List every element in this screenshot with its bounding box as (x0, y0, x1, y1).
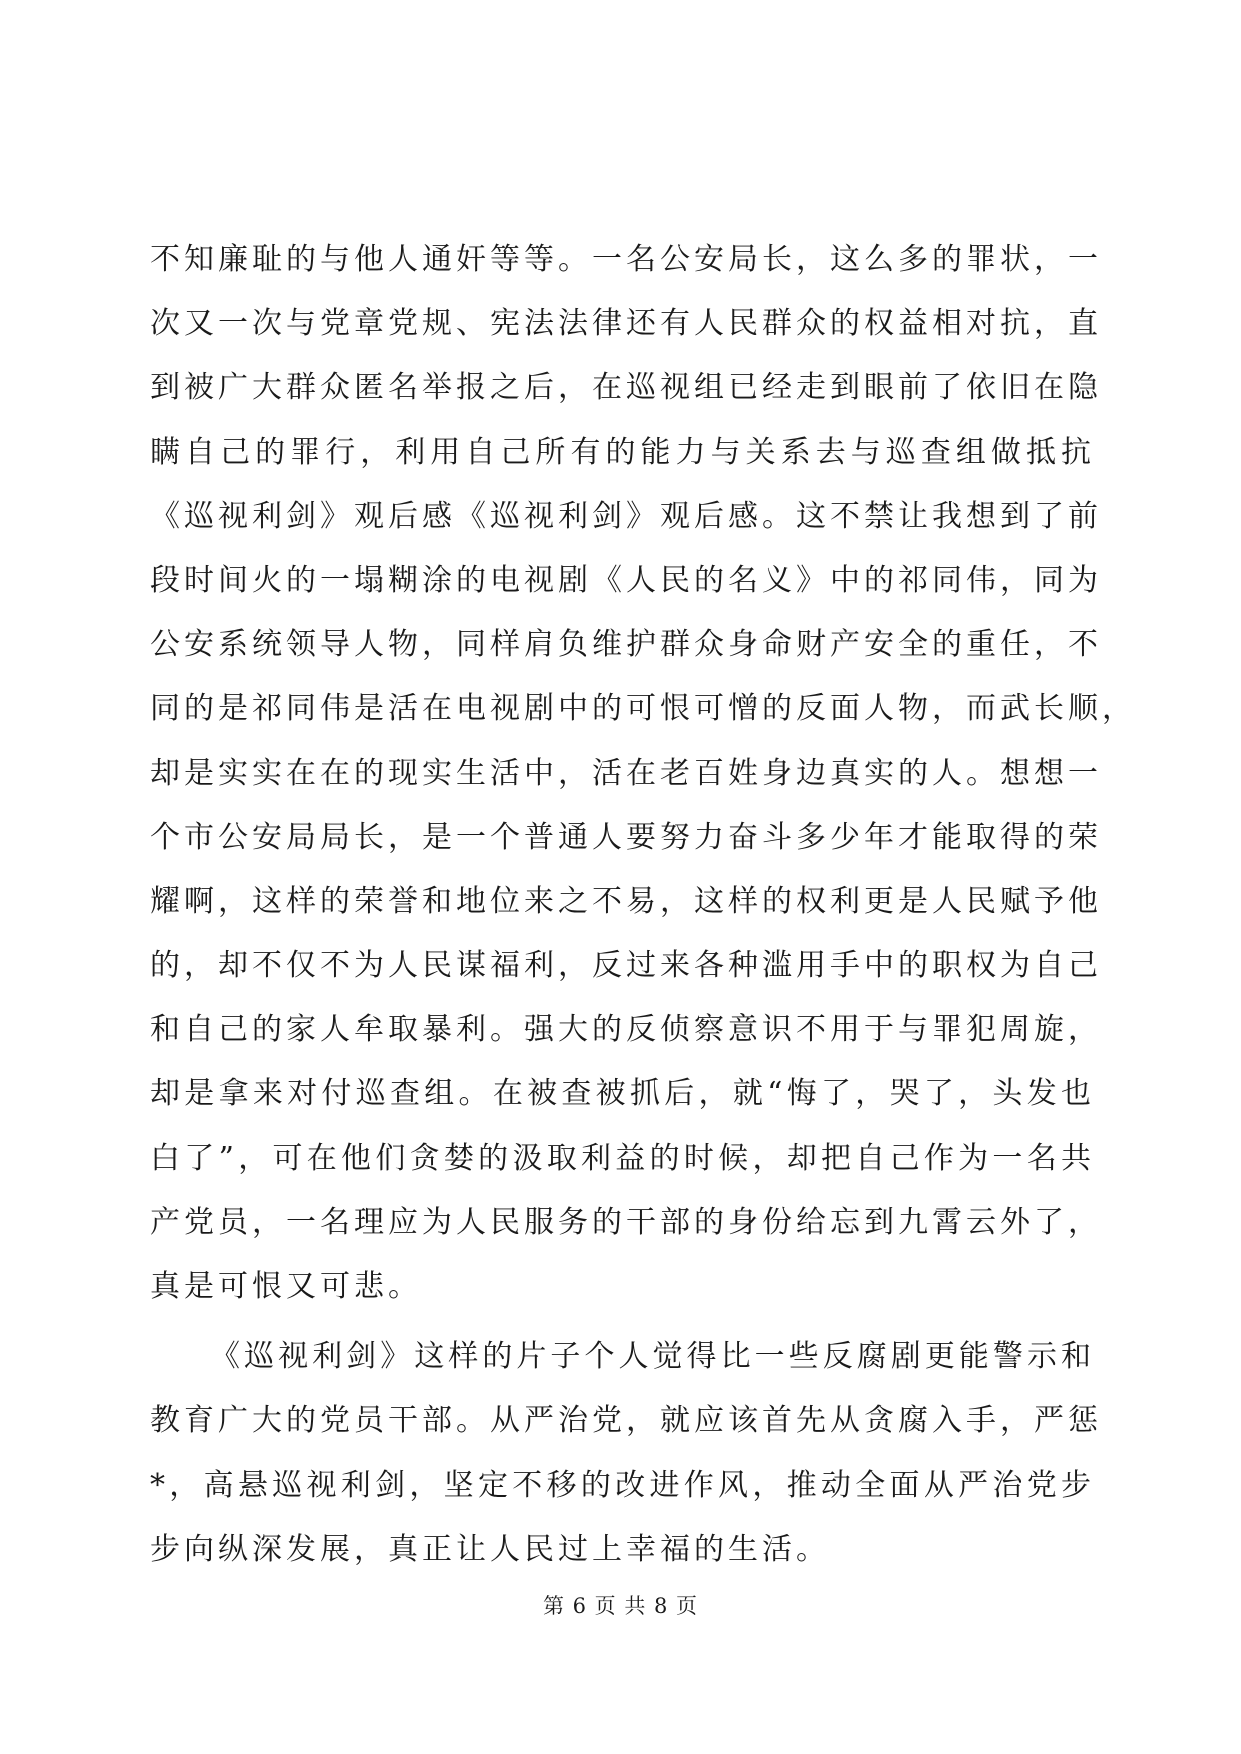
text-line: *，高悬巡视利剑，坚定不移的改进作风，推动全面从严治党步 (150, 1467, 1095, 1503)
text-line: 白了”，可在他们贪婪的汲取利益的时候，却把自己作为一名共 (150, 1140, 1095, 1176)
text-line: 却是实实在在的现实生活中，活在老百姓身边真实的人。想想一 (150, 755, 1102, 791)
text-line: 《巡视利剑》这样的片子个人觉得比一些反腐剧更能警示和 (210, 1339, 1095, 1375)
text-line: 同的是祁同伟是活在电视剧中的可恨可憎的反面人物，而武长顺， (150, 691, 1136, 727)
text-line: 真是可恨又可悲。 (150, 1269, 422, 1304)
body-text (150, 228, 1136, 1582)
page-footer: 第 6 页 共 8 页 (542, 1594, 699, 1618)
text-line: 次又一次与党章党规、宪法法律还有人民群众的权益相对抗，直 (150, 306, 1102, 342)
text-line: 和自己的家人牟取暴利。强大的反侦察意识不用于与罪犯周旋， (150, 1012, 1102, 1048)
text-line: 教育广大的党员干部。从严治党，就应该首先从贪腐入手，严惩 (150, 1403, 1102, 1439)
text-line: 步向纵深发展，真正让人民过上幸福的生活。 (150, 1531, 830, 1567)
text-line: 公安系统领导人物，同样肩负维护群众身命财产安全的重任，不 (150, 627, 1102, 663)
paragraph-1 (150, 228, 1136, 1319)
paragraph-2 (150, 1325, 1102, 1582)
text-line: 瞒自己的罪行，利用自己所有的能力与关系去与巡查组做抵抗 (150, 434, 1095, 470)
text-line: 却是拿来对付巡查组。在被查被抓后，就“悔了，哭了，头发也 (150, 1076, 1095, 1112)
text-line: 耀啊，这样的荣誉和地位来之不易，这样的权利更是人民赋予他 (150, 883, 1102, 919)
text-line: 的，却不仅不为人民谋福利，反过来各种滥用手中的职权为自己 (150, 948, 1102, 984)
text-line: 《巡视利剑》观后感《巡视利剑》观后感。这不禁让我想到了前 (150, 498, 1102, 534)
text-line: 不知廉耻的与他人通奸等等。一名公安局长，这么多的罪状，一 (150, 242, 1102, 277)
text-line: 段时间火的一塌糊涂的电视剧《人民的名义》中的祁同伟，同为 (150, 562, 1102, 598)
text-line: 产党员，一名理应为人民服务的干部的身份给忘到九霄云外了， (150, 1204, 1102, 1240)
text-line: 个市公安局局长，是一个普通人要努力奋斗多少年才能取得的荣 (150, 819, 1102, 855)
text-line: 到被广大群众匿名举报之后，在巡视组已经走到眼前了依旧在隐 (150, 370, 1102, 406)
